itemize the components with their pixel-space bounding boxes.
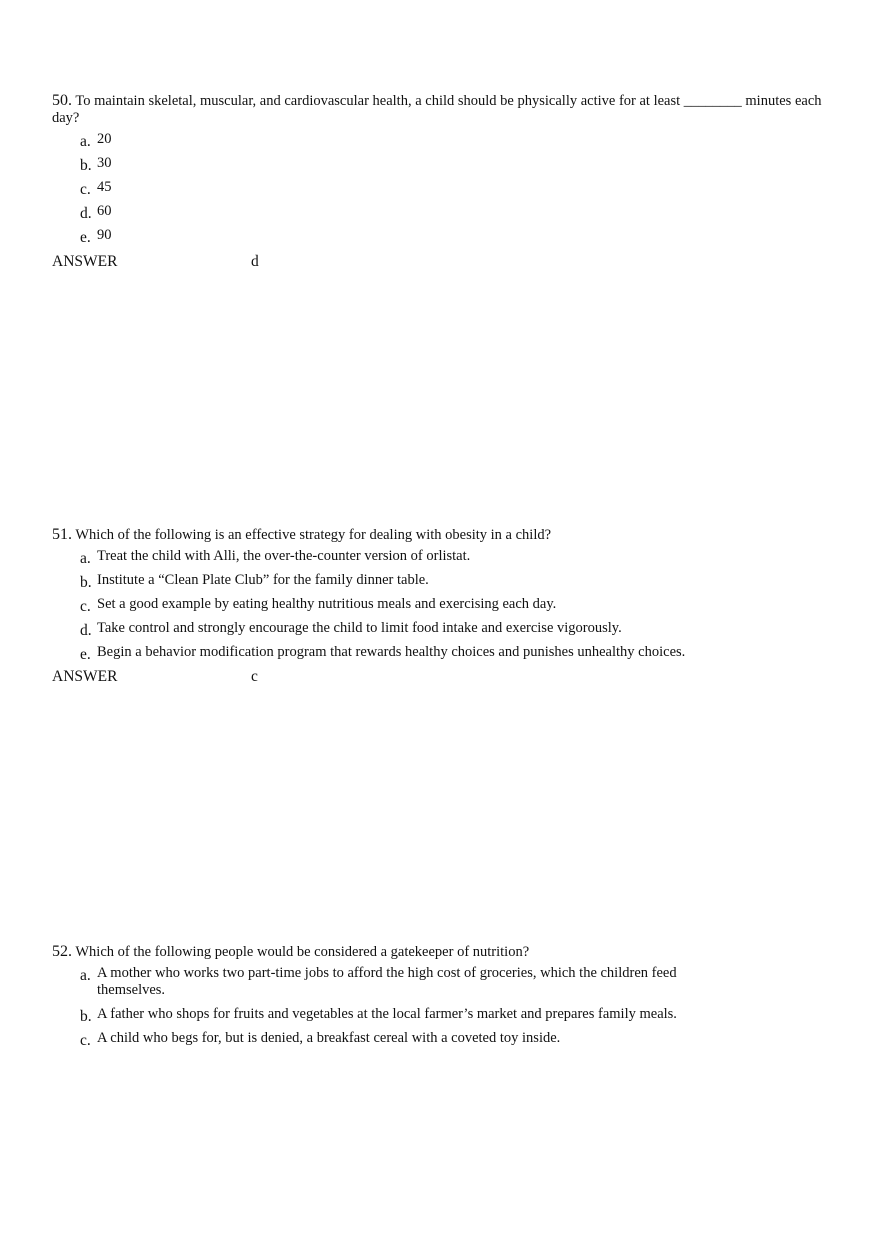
option-b	[80, 572, 822, 589]
option-b	[80, 1006, 740, 1023]
option-b	[80, 155, 822, 172]
option-text: 30	[97, 155, 112, 171]
option-d	[80, 203, 822, 220]
question-50	[52, 92, 822, 251]
question-text: Which of the following people would be considered a gatekeeper of nutrition?	[75, 944, 530, 960]
question-stem	[52, 943, 822, 961]
option-d	[80, 620, 822, 637]
option-text: A father who shops for fruits and vegetables at the local farmer’s market and prepares family meals.	[97, 1006, 677, 1022]
option-text: 60	[97, 203, 112, 219]
option-letter: b.	[80, 157, 92, 174]
option-letter: b.	[80, 574, 92, 591]
options-list	[80, 131, 822, 244]
answer-row	[52, 668, 258, 686]
option-a	[80, 548, 822, 565]
question-number: 51.	[52, 526, 72, 543]
question-number: 52.	[52, 943, 72, 960]
question-number: 50.	[52, 92, 72, 109]
option-c	[80, 596, 822, 613]
question-52	[52, 943, 822, 1054]
answer-label: ANSWER	[52, 253, 118, 270]
options-list	[80, 965, 740, 1047]
option-text: 90	[97, 227, 112, 243]
option-letter: b.	[80, 1008, 92, 1025]
option-letter: a.	[80, 967, 91, 984]
answer-row	[52, 253, 259, 271]
option-text: Begin a behavior modification program that rewards healthy choices and punishes unhealthy choices.	[97, 644, 686, 660]
question-51	[52, 526, 822, 668]
option-letter: c.	[80, 1032, 91, 1049]
option-text: Treat the child with Alli, the over-the-counter version of orlistat.	[97, 548, 471, 564]
option-text: Set a good example by eating healthy nutritious meals and exercising each day.	[97, 596, 557, 612]
option-e	[80, 644, 822, 661]
option-letter: d.	[80, 622, 92, 639]
option-a	[80, 131, 822, 148]
answer-value: d	[251, 253, 259, 270]
option-letter: d.	[80, 205, 92, 222]
option-text: A mother who works two part-time jobs to afford the high cost of groceries, which the children feed themselves.	[97, 965, 677, 998]
option-c	[80, 1030, 740, 1047]
answer-value: c	[251, 668, 258, 685]
question-text: To maintain skeletal, muscular, and cardiovascular health, a child should be physically active for at least ________ minutes each day?	[52, 93, 822, 126]
question-text: Which of the following is an effective strategy for dealing with obesity in a child?	[75, 527, 552, 543]
option-letter: c.	[80, 598, 91, 615]
option-c	[80, 179, 822, 196]
option-text: 45	[97, 179, 112, 195]
question-stem	[52, 526, 822, 544]
question-stem	[52, 92, 822, 127]
options-list	[80, 548, 822, 661]
option-letter: a.	[80, 133, 91, 150]
option-letter: c.	[80, 181, 91, 198]
option-text: 20	[97, 131, 112, 147]
option-text: A child who begs for, but is denied, a breakfast cereal with a coveted toy inside.	[97, 1030, 561, 1046]
option-e	[80, 227, 822, 244]
option-text: Take control and strongly encourage the child to limit food intake and exercise vigorously.	[97, 620, 622, 636]
option-letter: e.	[80, 646, 91, 663]
answer-label: ANSWER	[52, 668, 118, 685]
option-letter: e.	[80, 229, 91, 246]
option-text: Institute a “Clean Plate Club” for the family dinner table.	[97, 572, 429, 588]
option-a	[80, 965, 740, 999]
option-letter: a.	[80, 550, 91, 567]
